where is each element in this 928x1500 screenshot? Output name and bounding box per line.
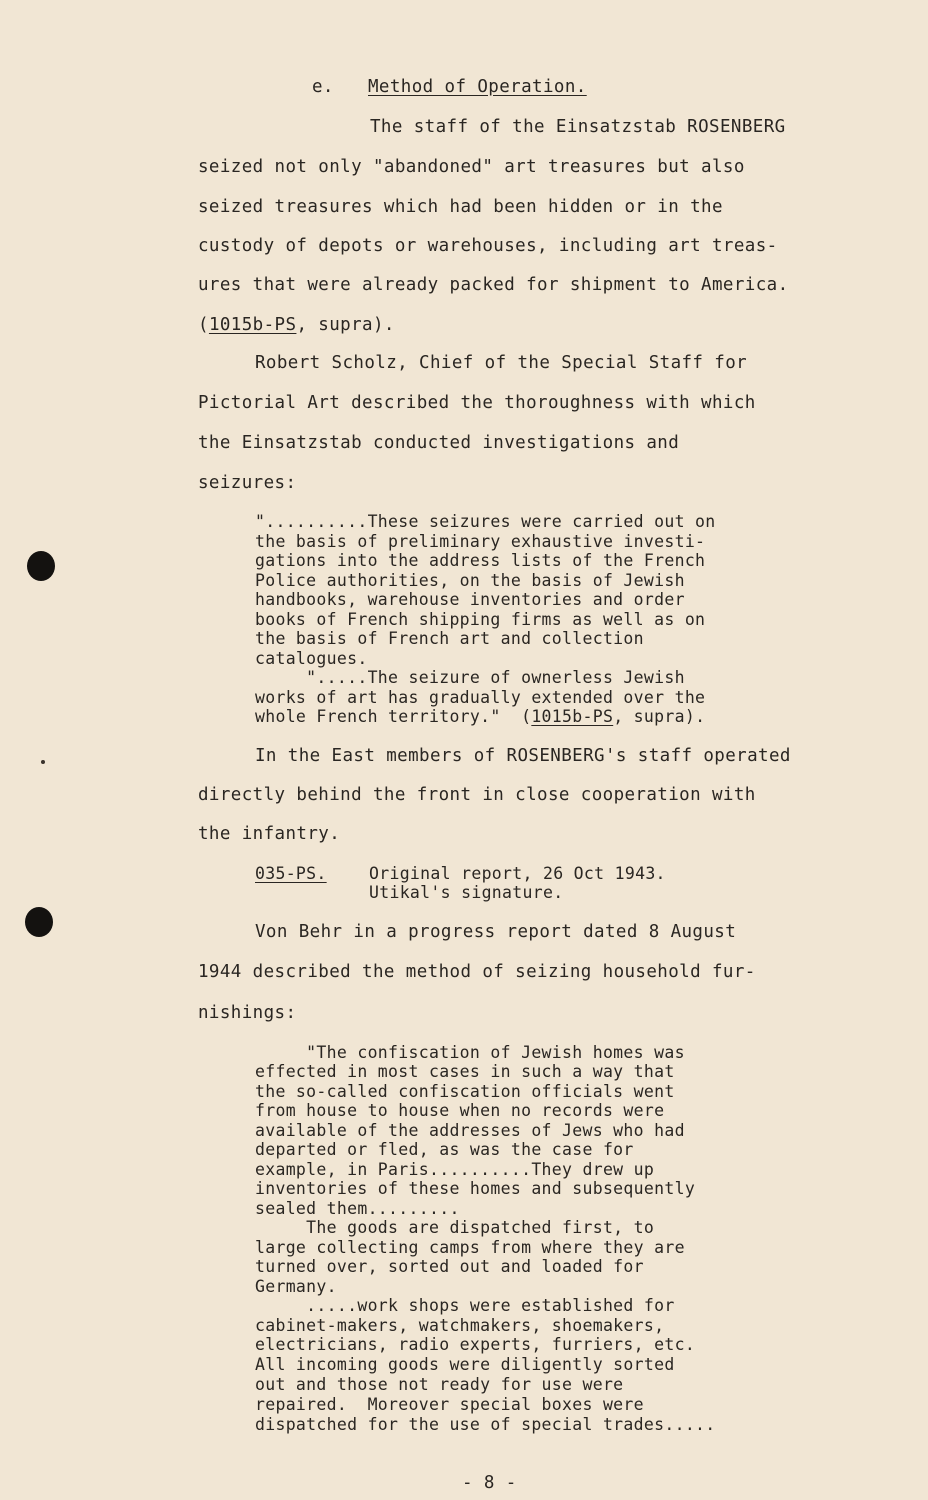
- para3-line: the infantry.: [198, 824, 341, 844]
- section-marker: e.: [312, 77, 334, 97]
- para1-line: ures that were already packed for shipment to America.: [198, 275, 789, 295]
- quote1-citation-line: whole French territory." (1015b-PS, supra).: [255, 707, 706, 726]
- para4-line: 1944 described the method of seizing household fur-: [198, 962, 756, 982]
- citation-ref: 1015b-PS: [531, 707, 614, 726]
- binder-hole-bottom: [25, 907, 53, 937]
- quote2-line: departed or fled, as was the case for: [255, 1140, 634, 1159]
- para2-line: Pictorial Art described the thoroughness with which: [198, 393, 756, 413]
- quote2-line: Germany.: [255, 1277, 337, 1296]
- quote2-line: large collecting camps from where they are: [255, 1238, 685, 1257]
- quote1-line: books of French shipping firms as well as on: [255, 610, 706, 629]
- para3-line: In the East members of ROSENBERG's staff operated: [255, 746, 791, 766]
- quote2-line: electricians, radio experts, furriers, etc.: [255, 1335, 696, 1354]
- quote2-line: the so-called confiscation officials went: [255, 1082, 675, 1101]
- quote1-line: the basis of French art and collection: [255, 629, 644, 648]
- quote2-line: example, in Paris..........They drew up: [255, 1160, 655, 1179]
- quote2-line: effected in most cases in such a way that: [255, 1062, 675, 1081]
- quote1-line: "..........These seizures were carried out on: [255, 512, 716, 531]
- paper-speck: [41, 760, 45, 764]
- quote2-line: cabinet-makers, watchmakers, shoemakers,: [255, 1316, 665, 1335]
- exhibit-description: Utikal's signature.: [369, 883, 564, 902]
- para1-line: The staff of the Einsatzstab ROSENBERG: [370, 117, 786, 137]
- exhibit-description: Original report, 26 Oct 1943.: [369, 864, 666, 883]
- quote1-line: the basis of preliminary exhaustive investi-: [255, 532, 706, 551]
- citation-ref: 1015b-PS: [208, 315, 297, 335]
- quote1-line: works of art has gradually extended over the: [255, 688, 706, 707]
- quote2-line: out and those not ready for use were: [255, 1375, 624, 1394]
- para1-line: seized treasures which had been hidden or in the: [198, 197, 723, 217]
- quote2-line: dispatched for the use of special trades.....: [255, 1415, 716, 1434]
- quote1-line: gations into the address lists of the French: [255, 551, 706, 570]
- para3-line: directly behind the front in close cooperation with: [198, 785, 756, 805]
- exhibit-ref: 035-PS.: [255, 864, 327, 883]
- quote2-line: sealed them.........: [255, 1199, 460, 1218]
- para4-line: nishings:: [198, 1003, 297, 1023]
- quote1-line: Police authorities, on the basis of Jewish: [255, 571, 685, 590]
- para1-line: seized not only "abandoned" art treasures but also: [198, 157, 745, 177]
- para2-line: Robert Scholz, Chief of the Special Staff for: [255, 353, 748, 373]
- quote2-line: available of the addresses of Jews who had: [255, 1121, 685, 1140]
- section-heading: Method of Operation.: [368, 77, 587, 97]
- quote2-line: "The confiscation of Jewish homes was: [255, 1043, 685, 1062]
- para2-line: seizures:: [198, 473, 297, 493]
- page-number: - 8 -: [462, 1473, 517, 1493]
- para1-line: custody of depots or warehouses, including art treas-: [198, 236, 778, 256]
- quote2-line: turned over, sorted out and loaded for: [255, 1257, 644, 1276]
- quote1-line: handbooks, warehouse inventories and order: [255, 590, 685, 609]
- quote2-line: .....work shops were established for: [255, 1296, 675, 1315]
- para4-line: Von Behr in a progress report dated 8 August: [255, 922, 737, 942]
- quote2-line: from house to house when no records were: [255, 1101, 665, 1120]
- para1-citation: (1015b-PS, supra).: [198, 315, 395, 335]
- quote2-line: repaired. Moreover special boxes were: [255, 1395, 644, 1414]
- quote2-line: inventories of these homes and subsequently: [255, 1179, 696, 1198]
- quote2-line: The goods are dispatched first, to: [255, 1218, 655, 1237]
- quote1-line: ".....The seizure of ownerless Jewish: [255, 668, 685, 687]
- binder-hole-top: [27, 551, 55, 581]
- quote1-line: catalogues.: [255, 649, 368, 668]
- para2-line: the Einsatzstab conducted investigations and: [198, 433, 680, 453]
- quote2-line: All incoming goods were diligently sorted: [255, 1355, 675, 1374]
